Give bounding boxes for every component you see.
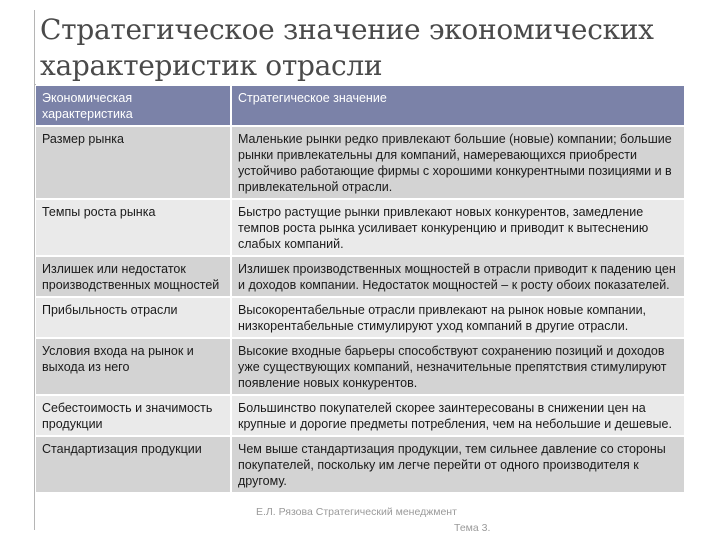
table-row [36, 436, 685, 492]
footer-author: Е.Л. Рязова Стратегический менеджмент [256, 506, 457, 518]
characteristics-table [36, 84, 686, 492]
column-header-meaning: Стратегическое значение [231, 85, 685, 126]
table-row [36, 338, 685, 395]
left-rule [34, 10, 35, 530]
table-row [36, 126, 685, 199]
table-row [36, 395, 685, 436]
footer-topic: Тема 3. [454, 522, 491, 534]
table-header-row [36, 85, 685, 126]
meaning-cell: Высокорентабельные отрасли привлекают на рынок новые компании, низкорентабельные стимулируют уход компаний в другие отрасли. [231, 297, 685, 338]
meaning-cell: Большинство покупателей скорее заинтересованы в снижении цен на крупные и дорогие предметы потребления, чем на небольшие и дешевые. [231, 395, 685, 436]
characteristic-cell: Условия входа на рынок и выхода из него [36, 338, 231, 395]
meaning-cell: Высокие входные барьеры способствуют сохранению позиций и доходов уже существующих компаний, незначительные препятствия стимулируют появление новых конкурентов. [231, 338, 685, 395]
table-row [36, 297, 685, 338]
characteristic-cell: Себестоимость и значимость продукции [36, 395, 231, 436]
characteristic-cell: Размер рынка [36, 126, 231, 199]
characteristic-cell: Прибыльность отрасли [36, 297, 231, 338]
page-title: Стратегическое значение экономических характеристик отрасли [40, 13, 654, 82]
table-row [36, 256, 685, 297]
characteristic-cell: Излишек или недостаток производственных мощностей [36, 256, 231, 297]
meaning-cell: Быстро растущие рынки привлекают новых конкурентов, замедление темпов роста рынка усиливает конкуренцию и приводит к вытеснению слабых компаний. [231, 199, 685, 256]
characteristic-cell: Стандартизация продукции [36, 436, 231, 492]
table-row [36, 199, 685, 256]
meaning-cell: Маленькие рынки редко привлекают большие (новые) компании; большие рынки привлекательны для компаний, намеревающихся приобрести устойчиво работающие фирмы с хорошими конкурентными позициями и в привлекательной отрасли. [231, 126, 685, 199]
meaning-cell: Излишек производственных мощностей в отрасли приводит к падению цен и доходов компании. Недостаток мощностей – к росту обоих показателей. [231, 256, 685, 297]
characteristic-cell: Темпы роста рынка [36, 199, 231, 256]
column-header-characteristic: Экономическая характеристика [36, 85, 231, 126]
meaning-cell: Чем выше стандартизация продукции, тем сильнее давление со стороны покупателей, поскольку им легче перейти от одного производителя к другому. [231, 436, 685, 492]
